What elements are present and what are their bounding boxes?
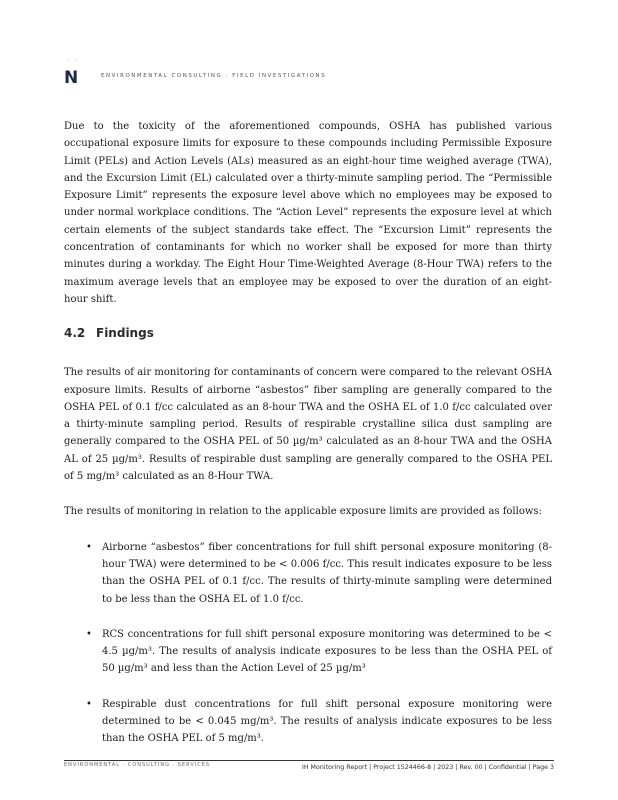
footer-divider bbox=[64, 760, 554, 761]
bullet-icon: • bbox=[86, 628, 92, 640]
page-header bbox=[64, 58, 564, 88]
results-list bbox=[64, 539, 552, 748]
paragraph-exposure-limits: Due to the toxicity of the aforementioned compounds, OSHA has published various occupational exposure limits for exposure to these compounds including Permissible Exposure Limit (PELs) and Action Levels (ALs) measured as an eight-hour time weighed average (TWA), and the Excursion Limit (EL) calculated over a thirty-minute sampling period. The “Permissible Exposure Limit” represents the exposure level above which no employees may be exposed to under normal workplace conditions. The “Action Level” represents the exposure level at which certain elements of the subject standards take effect. The “Excursion Limit” represents the concentration of contaminants for which no worker shall be exposed for more than thirty minutes during a workday. The Eight Hour Time-Weighted Average (8-Hour TWA) refers to the maximum average levels that an employee may be exposed to over the duration of an eight-hour shift. bbox=[64, 121, 552, 305]
company-logo-icon: N bbox=[64, 68, 78, 88]
bullet-icon: • bbox=[86, 541, 92, 553]
header-tagline: ENVIRONMENTAL CONSULTING · FIELD INVESTIGATIONS bbox=[101, 73, 327, 79]
logo-dots: · · bbox=[68, 58, 80, 65]
section-heading bbox=[64, 326, 552, 342]
list-item-text: Airborne “asbestos” fiber concentrations for full shift personal exposure monitoring (8-hour TWA) were determined to be < 0.006 f/cc. This result indicates exposure to be less than the OSHA PEL of 0.1 f/cc. The results of thirty-minute sampling were determined to be less than the OSHA EL of 1.0 f/cc. bbox=[102, 541, 552, 605]
footer-page-info: IH Monitoring Report | Project 1524466-8 | 2023 | Rev. 00 | Confidential | Page 3 bbox=[301, 764, 554, 771]
list-item-text: RCS concentrations for full shift personal exposure monitoring was determined to be < 4.5 µg/m³. The results of analysis indicate exposures to be less than the OSHA PEL of 50 µg/m³ and less than the Action Level of 25 µg/m³ bbox=[102, 628, 552, 675]
paragraph-results-intro: The results of monitoring in relation to the applicable exposure limits are provided as follows: bbox=[64, 506, 542, 518]
section-number: 4.2 bbox=[64, 326, 86, 341]
bullet-icon: • bbox=[86, 698, 92, 710]
list-item bbox=[64, 626, 552, 678]
list-item bbox=[64, 696, 552, 748]
list-item-text: Respirable dust concentrations for full shift personal exposure monitoring were determined to be < 0.045 mg/m³. The results of analysis indicate exposures to be less than the OSHA PEL of 5 mg/m³. bbox=[102, 698, 552, 745]
footer-left-text: ENVIRONMENTAL · CONSULTING · SERVICES bbox=[64, 762, 211, 768]
list-item bbox=[64, 539, 552, 608]
paragraph-monitoring-comparison: The results of air monitoring for contaminants of concern were compared to the relevant OSHA exposure limits. Results of airborne “asbestos” fiber sampling are generally compared to the OSHA PEL of 0.1 f/cc calculated as an 8-hour TWA and the OSHA EL of 1.0 f/cc calculated over a thirty-minute sampling period. Results of respirable crystalline silica dust sampling are generally compared to the OSHA PEL of 50 µg/m³ calculated as an 8-hour TWA and the OSHA AL of 25 µg/m³. Results of respirable dust sampling are generally compared to the OSHA PEL of 5 mg/m³ calculated as an 8-Hour TWA. bbox=[64, 367, 552, 483]
section-title: Findings bbox=[96, 326, 154, 341]
document-body bbox=[64, 118, 552, 766]
